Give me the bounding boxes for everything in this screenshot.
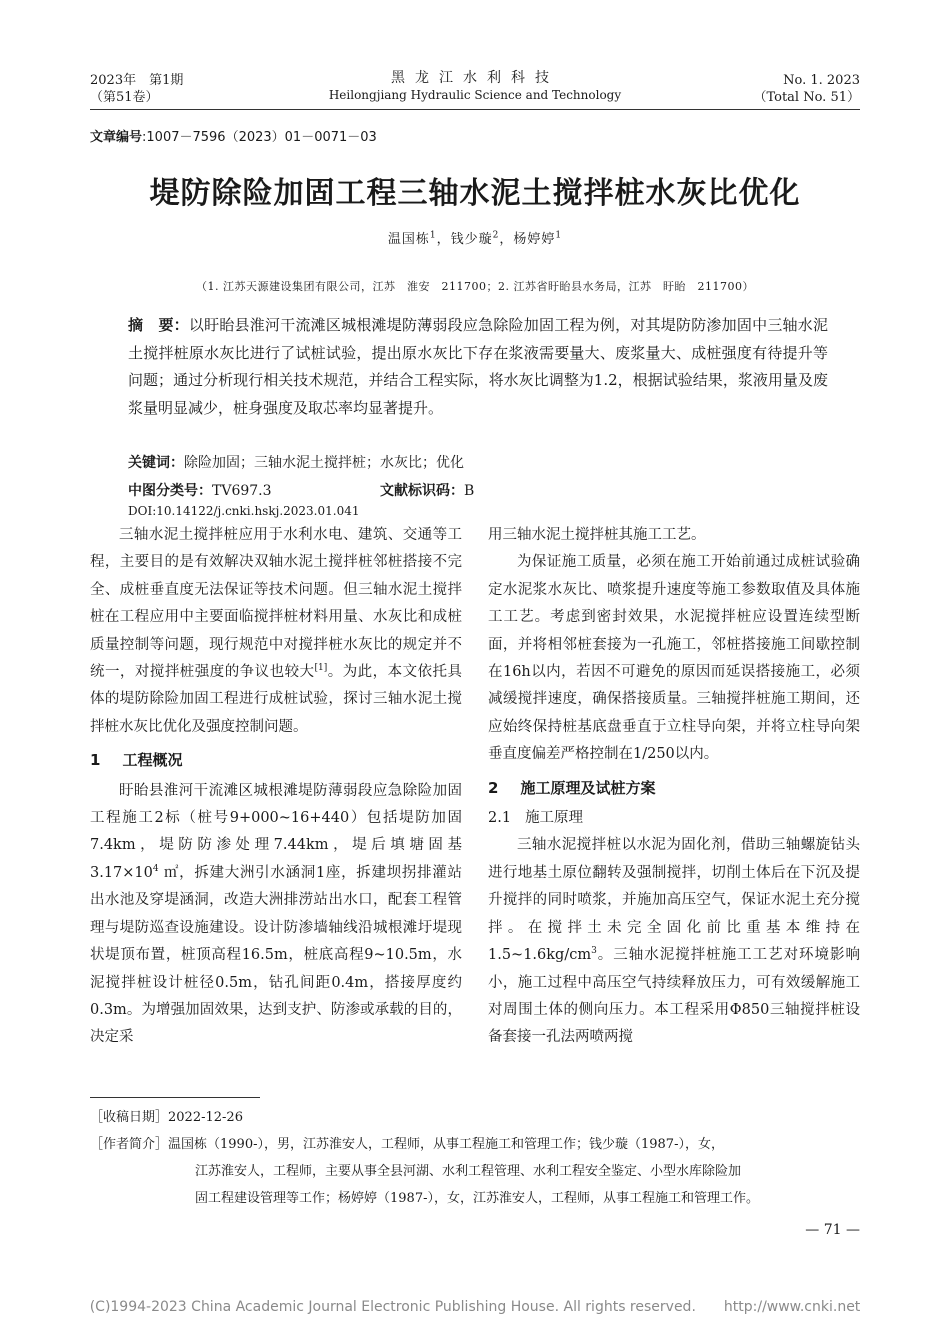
keywords: [128, 452, 464, 472]
header-issue: [90, 72, 183, 106]
superscript: 4: [152, 864, 159, 875]
header-year-issue: 2023年 第1期: [90, 73, 184, 88]
journal-name-cn: 黑龙江水利科技: [391, 70, 559, 86]
header-number: [753, 72, 860, 106]
section-heading-1: [90, 747, 462, 775]
abstract-text: 以盱眙县淮河干流滩区城根滩堤防薄弱段应急除险加固工程为例，对其堤防防渗加固中三轴水泥土搅拌桩原水灰比进行了试桩试验，提出原水灰比下存在浆液需要量大、废浆量大、成桩强度有待提升等问题；通过分析现行相关技术规范，并结合工程实际，将水灰比调整为1.2，根据试验结果，浆液用量及废浆量明显减少，桩身强度及取芯率均显著提升。: [128, 316, 828, 417]
bio-line: 固工程建设管理等工作；杨婷婷（1987-），女，江苏淮安人，工程师，从事工程施工和管理工作。: [195, 1191, 759, 1206]
author-affil-mark: 1: [555, 230, 563, 241]
keywords-label: 关键词：: [128, 455, 184, 471]
body-paragraph: [90, 522, 462, 741]
footnote-rule: [90, 1097, 260, 1098]
abstract: [128, 312, 828, 422]
reference-mark: [1]: [314, 663, 328, 674]
clc-value: TV697.3: [212, 483, 272, 499]
author-name: 钱少璇: [450, 232, 493, 247]
author-list: [0, 228, 950, 247]
doi: DOI:10.14122/j.cnki.hskj.2023.01.041: [128, 504, 360, 518]
section-number: 1: [90, 751, 101, 770]
section-number: 2: [488, 778, 499, 797]
received-date: 2022-12-26: [168, 1110, 243, 1125]
bio-line: 江苏淮安人，工程师，主要从事全县河湖、水利工程管理、水利工程安全鉴定、小型水库除险加: [195, 1164, 742, 1179]
body-paragraph-continued: 用三轴水泥土搅拌桩其施工工艺。: [488, 527, 706, 543]
affiliation: （1. 江苏天源建设集团有限公司，江苏 淮安 211700；2. 江苏省盱眙县水务局，江苏 盱眙 211700）: [196, 280, 754, 293]
paragraph-text: 。三轴水泥搅拌桩施工工艺对环境影响小，施工过程中高压空气持续释放压力，可有效缓解施工对周围土体的侧向压力。本工程采用Φ850三轴搅拌桩设备套接一孔法两喷两搅: [488, 947, 860, 1046]
left-column: [90, 522, 462, 1052]
header-no: No. 1. 2023: [783, 73, 860, 88]
bio-label: ［作者简介］: [90, 1137, 169, 1152]
author-affil-mark: 2: [492, 230, 500, 241]
clc-number: [128, 480, 272, 500]
document-code-label: 文献标识码：: [380, 483, 464, 499]
abstract-label: 摘 要：: [128, 316, 189, 334]
article-number: [90, 126, 377, 145]
footnote-bio: [90, 1131, 865, 1158]
bio-line: 温国栋（1990-），男，江苏淮安人，工程师，从事工程施工和管理工作；钱少璇（1987-），女，: [168, 1137, 724, 1152]
right-column: [488, 522, 860, 1052]
header-total-no: （Total No. 51）: [753, 90, 860, 105]
paragraph-text: ㎡，拆建大洲引水涵洞1座，拆建坝拐排灌站出水池及穿堤涵洞，改造大洲排涝站出水口，配套工程管理与堤防巡查设施建设。设计防渗墙轴线沿城根滩圩堤现状堤顶布置，桩顶高程16.5m，桩底高程9~10.5m，水泥搅拌桩设计桩径0.5m，钻孔间距0.4m，搭接厚度约0.3m。为增强加固效果，达到支护、防渗或承载的目的，决定采: [90, 864, 462, 1046]
copyright-notice: (C)1994-2023 China Academic Journal Electronic Publishing House. All rights reserved. http://www.cnki.net: [89, 1299, 861, 1315]
document-code-value: B: [464, 483, 475, 499]
author-separator: ，: [499, 232, 514, 247]
author-name: 杨婷婷: [513, 232, 556, 247]
footnote-received: [90, 1104, 865, 1131]
body-paragraph: [488, 832, 860, 1051]
clc-label: 中图分类号：: [128, 483, 212, 499]
article-number-label: 文章编号: [90, 130, 143, 145]
subsection-number: 2.1: [488, 810, 512, 827]
header-rule: [90, 109, 860, 110]
paper-title: 堤防除险加固工程三轴水泥土搅拌桩水灰比优化: [149, 176, 801, 211]
section-title: 施工原理及试桩方案: [520, 778, 656, 797]
journal-name-en: Heilongjiang Hydraulic Science and Technology: [328, 88, 622, 102]
subsection-title: 施工原理: [525, 810, 584, 827]
article-number-value: :1007－7596（2023）01－0071－03: [142, 130, 377, 145]
paragraph-text: 盱眙县淮河干流滩区城根滩堤防薄弱段应急除险加固工程施工2标（桩号9+000~16+440）包括堤防加固7.4km，堤防防渗处理7.44km，堤后填塘固基3.17×10: [90, 782, 462, 881]
received-label: ［收稿日期］: [90, 1110, 169, 1125]
section-title: 工程概况: [122, 751, 183, 770]
author-name: 温国栋: [387, 232, 430, 247]
header-volume: （第51卷）: [90, 90, 159, 105]
subsection-heading-2-1: [488, 805, 860, 832]
superscript: 3: [591, 946, 597, 957]
header-journal: [300, 70, 650, 104]
body-paragraph: [90, 778, 462, 1052]
keywords-text: 除险加固；三轴水泥土搅拌桩；水灰比；优化: [184, 455, 464, 471]
footnotes: [90, 1104, 865, 1212]
author-affil-mark: 1: [429, 230, 437, 241]
paragraph-text: 三轴水泥搅拌桩以水泥为固化剂，借助三轴螺旋钻头进行地基土原位翻转及强制搅拌，切削土体后在下沉及提升搅拌的同时喷浆，并施加高压空气，保证水泥土充分搅拌。在搅拌土未完全固化前比重基本维持在1.5~1.6kg/cm: [488, 837, 860, 964]
paragraph-text: 三轴水泥土搅拌桩应用于水利水电、建筑、交通等工程，主要目的是有效解决双轴水泥土搅拌桩邻桩搭接不完全、成桩垂直度无法保证等技术问题。但三轴水泥土搅拌桩在工程应用中主要面临搅拌桩材料用量、水灰比和成桩质量控制等问题，现行规范中对搅拌桩水灰比的规定并不统一，对搅拌桩强度的争议也较大: [90, 527, 462, 681]
page-number: — 71 —: [805, 1222, 860, 1238]
document-code: [380, 480, 474, 500]
body-paragraph: 为保证施工质量，必须在施工开始前通过成桩试验确定水泥浆水灰比、喷浆提升速度等施工参数取值及具体施工工艺。考虑到密封效果，水泥搅拌桩应设置连续型断面，并将相邻桩套接为一孔施工，邻桩搭接施工间歇控制在16h以内，若因不可避免的原因而延误搭接施工，必须减缓搅拌速度，确保搭接质量。三轴搅拌桩施工期间，还应始终保持桩基底盘垂直于立柱导向架，并将立柱导向架垂直度偏差严格控制在1/250以内。: [488, 554, 860, 763]
paragraph-text: 。为此，本文依托具体的堤防除险加固工程进行成桩试验，探讨三轴水泥土搅拌桩水灰比优化及强度控制问题。: [90, 664, 462, 735]
section-heading-2: [488, 775, 860, 803]
author-separator: ，: [436, 232, 451, 247]
